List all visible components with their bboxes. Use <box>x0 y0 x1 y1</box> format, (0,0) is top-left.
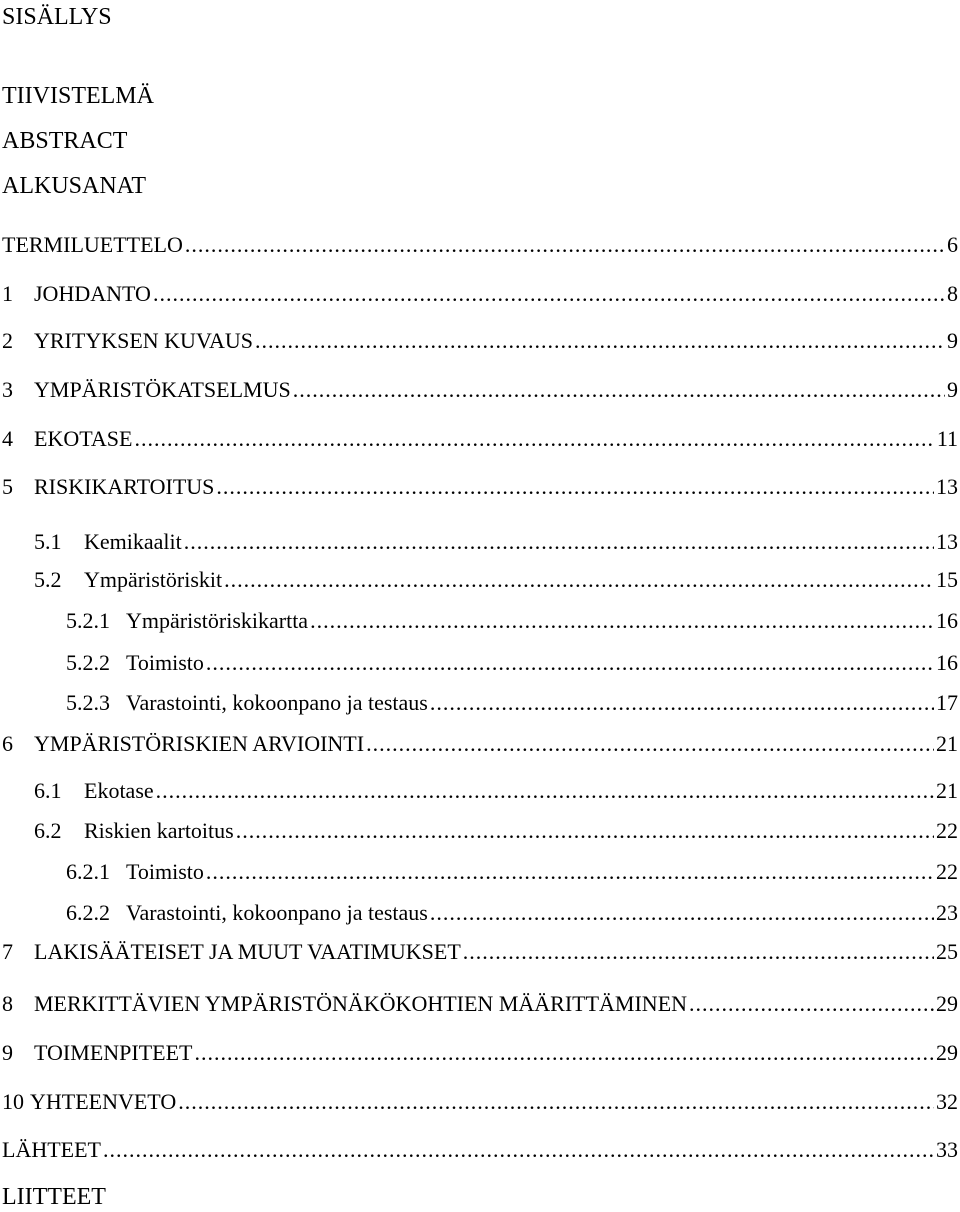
dot-leader <box>134 424 934 454</box>
toc-entry-termiluettelo[interactable] <box>2 230 958 260</box>
toc-entry-johdanto[interactable] <box>2 279 958 309</box>
dot-leader <box>236 816 934 846</box>
toc-entry-label: Riskien kartoitus <box>84 818 234 843</box>
dot-leader <box>224 565 934 595</box>
toc-entry-number: 9 <box>2 1040 13 1065</box>
toc-entry-label: Varastointi, kokoonpano ja testaus <box>126 900 428 925</box>
toc-entry-varastointi-6[interactable] <box>66 898 958 928</box>
toc-entry-number: 5.2.3 <box>66 690 110 715</box>
front-matter-abstract[interactable]: ABSTRACT <box>2 128 128 154</box>
toc-entry-number: 6.2 <box>34 818 62 843</box>
toc-entry-label: Ympäristöriskikartta <box>126 608 309 633</box>
toc-entry-label: TOIMENPITEET <box>34 1040 193 1065</box>
dot-leader <box>430 898 934 928</box>
toc-entry-number: 6 <box>2 731 13 756</box>
toc-entry-number: 5.2 <box>34 567 62 592</box>
toc-entry-merkittavien[interactable] <box>2 989 958 1019</box>
toc-entry-number: 4 <box>2 426 13 451</box>
toc-entry-page: 9 <box>947 377 958 402</box>
toc-entry-page: 16 <box>936 608 958 633</box>
toc-entry-label: EKOTASE <box>34 426 133 451</box>
dot-leader <box>293 375 945 405</box>
toc-entry-yhteenveto[interactable] <box>2 1087 958 1117</box>
toc-entry-page: 22 <box>936 859 958 884</box>
dot-leader <box>178 1087 934 1117</box>
toc-entry-number: 1 <box>2 281 13 306</box>
toc-entry-page: 9 <box>947 328 958 353</box>
toc-entry-number: 5.1 <box>34 529 62 554</box>
toc-entry-label: LÄHTEET <box>2 1137 101 1162</box>
front-matter-alkusanat[interactable]: ALKUSANAT <box>2 173 146 199</box>
toc-entry-number: 7 <box>2 939 13 964</box>
toc-entry-ymparistoriskit[interactable] <box>34 565 958 595</box>
toc-entry-page: 13 <box>936 474 958 499</box>
toc-entry-yrityksen-kuvaus[interactable] <box>2 326 958 356</box>
toc-entry-page: 22 <box>936 818 958 843</box>
toc-entry-toimisto-6[interactable] <box>66 857 958 887</box>
dot-leader <box>310 606 934 636</box>
toc-entry-toimenpiteet[interactable] <box>2 1038 958 1068</box>
toc-entry-lahteet[interactable] <box>2 1135 958 1165</box>
toc-entry-number: 3 <box>2 377 13 402</box>
toc-entry-label: Ekotase <box>84 778 154 803</box>
toc-entry-label: Ympäristöriskit <box>84 567 223 592</box>
dot-leader <box>194 1038 934 1068</box>
toc-entry-label: JOHDANTO <box>34 281 151 306</box>
toc-entry-page: 16 <box>936 650 958 675</box>
front-matter-tiivistelma[interactable]: TIIVISTELMÄ <box>2 83 154 109</box>
toc-entry-toimisto-5[interactable] <box>66 648 958 678</box>
toc-entry-number: 5 <box>2 474 13 499</box>
toc-entry-label: RISKIKARTOITUS <box>34 474 215 499</box>
dot-leader <box>103 1135 934 1165</box>
toc-entry-page: 23 <box>936 900 958 925</box>
back-matter-liitteet[interactable]: LIITTEET <box>2 1184 106 1210</box>
toc-entry-label: Toimisto <box>126 650 204 675</box>
dot-leader <box>430 688 934 718</box>
toc-entry-page: 15 <box>936 567 958 592</box>
toc-entry-label: TERMILUETTELO <box>2 232 183 257</box>
dot-leader <box>184 527 934 557</box>
dot-leader <box>255 326 945 356</box>
toc-entry-label: Toimisto <box>126 859 204 884</box>
dot-leader <box>206 857 934 887</box>
toc-entry-page: 29 <box>936 1040 958 1065</box>
toc-entry-number: 5.2.2 <box>66 650 110 675</box>
toc-entry-label: LAKISÄÄTEISET JA MUUT VAATIMUKSET <box>34 939 461 964</box>
toc-entry-number: 6.2.2 <box>66 900 110 925</box>
toc-entry-page: 32 <box>936 1089 958 1114</box>
dot-leader <box>463 937 934 967</box>
toc-heading: SISÄLLYS <box>2 4 112 30</box>
toc-entry-page: 29 <box>936 991 958 1016</box>
toc-entry-lakisaateiset[interactable] <box>2 937 958 967</box>
dot-leader <box>185 230 945 260</box>
toc-entry-page: 11 <box>936 426 958 451</box>
toc-entry-varastointi-5[interactable] <box>66 688 958 718</box>
toc-entry-label: YMPÄRISTÖKATSELMUS <box>34 377 291 402</box>
toc-entry-label: YHTEENVETO <box>30 1089 177 1114</box>
toc-entry-label: Kemikaalit <box>84 529 182 554</box>
dot-leader <box>689 989 934 1019</box>
toc-entry-number: 2 <box>2 328 13 353</box>
toc-entry-ymparistokatselmus[interactable] <box>2 375 958 405</box>
toc-entry-label: YRITYKSEN KUVAUS <box>34 328 254 353</box>
toc-entry-label: YMPÄRISTÖRISKIEN ARVIOINTI <box>34 731 365 756</box>
toc-entry-ymparistoriskikartta[interactable] <box>66 606 958 636</box>
toc-entry-number: 8 <box>2 991 13 1016</box>
toc-entry-page: 8 <box>947 281 958 306</box>
toc-entry-label: Varastointi, kokoonpano ja testaus <box>126 690 428 715</box>
dot-leader <box>216 472 934 502</box>
toc-entry-page: 17 <box>936 690 958 715</box>
toc-entry-number: 6.1 <box>34 778 62 803</box>
toc-entry-riskien-arviointi[interactable] <box>2 729 958 759</box>
dot-leader <box>366 729 934 759</box>
toc-entry-number: 10 <box>2 1089 24 1114</box>
dot-leader <box>153 279 945 309</box>
dot-leader <box>206 648 934 678</box>
toc-entry-page: 25 <box>936 939 958 964</box>
toc-entry-page: 6 <box>947 232 958 257</box>
toc-entry-riskien-kartoitus[interactable] <box>34 816 958 846</box>
toc-entry-page: 13 <box>936 529 958 554</box>
toc-entry-page: 33 <box>936 1137 958 1162</box>
toc-entry-number: 5.2.1 <box>66 608 110 633</box>
toc-entry-ekotase[interactable] <box>2 424 958 454</box>
toc-entry-page: 21 <box>936 731 958 756</box>
toc-entry-number: 6.2.1 <box>66 859 110 884</box>
toc-entry-page: 21 <box>936 778 958 803</box>
toc-entry-kemikaalit[interactable] <box>34 527 958 557</box>
toc-entry-label: MERKITTÄVIEN YMPÄRISTÖNÄKÖKOHTIEN MÄÄRITTÄMINEN <box>34 991 688 1016</box>
toc-entry-ekotase-6[interactable] <box>34 776 958 806</box>
dot-leader <box>156 776 934 806</box>
toc-entry-riskikartoitus[interactable] <box>2 472 958 502</box>
